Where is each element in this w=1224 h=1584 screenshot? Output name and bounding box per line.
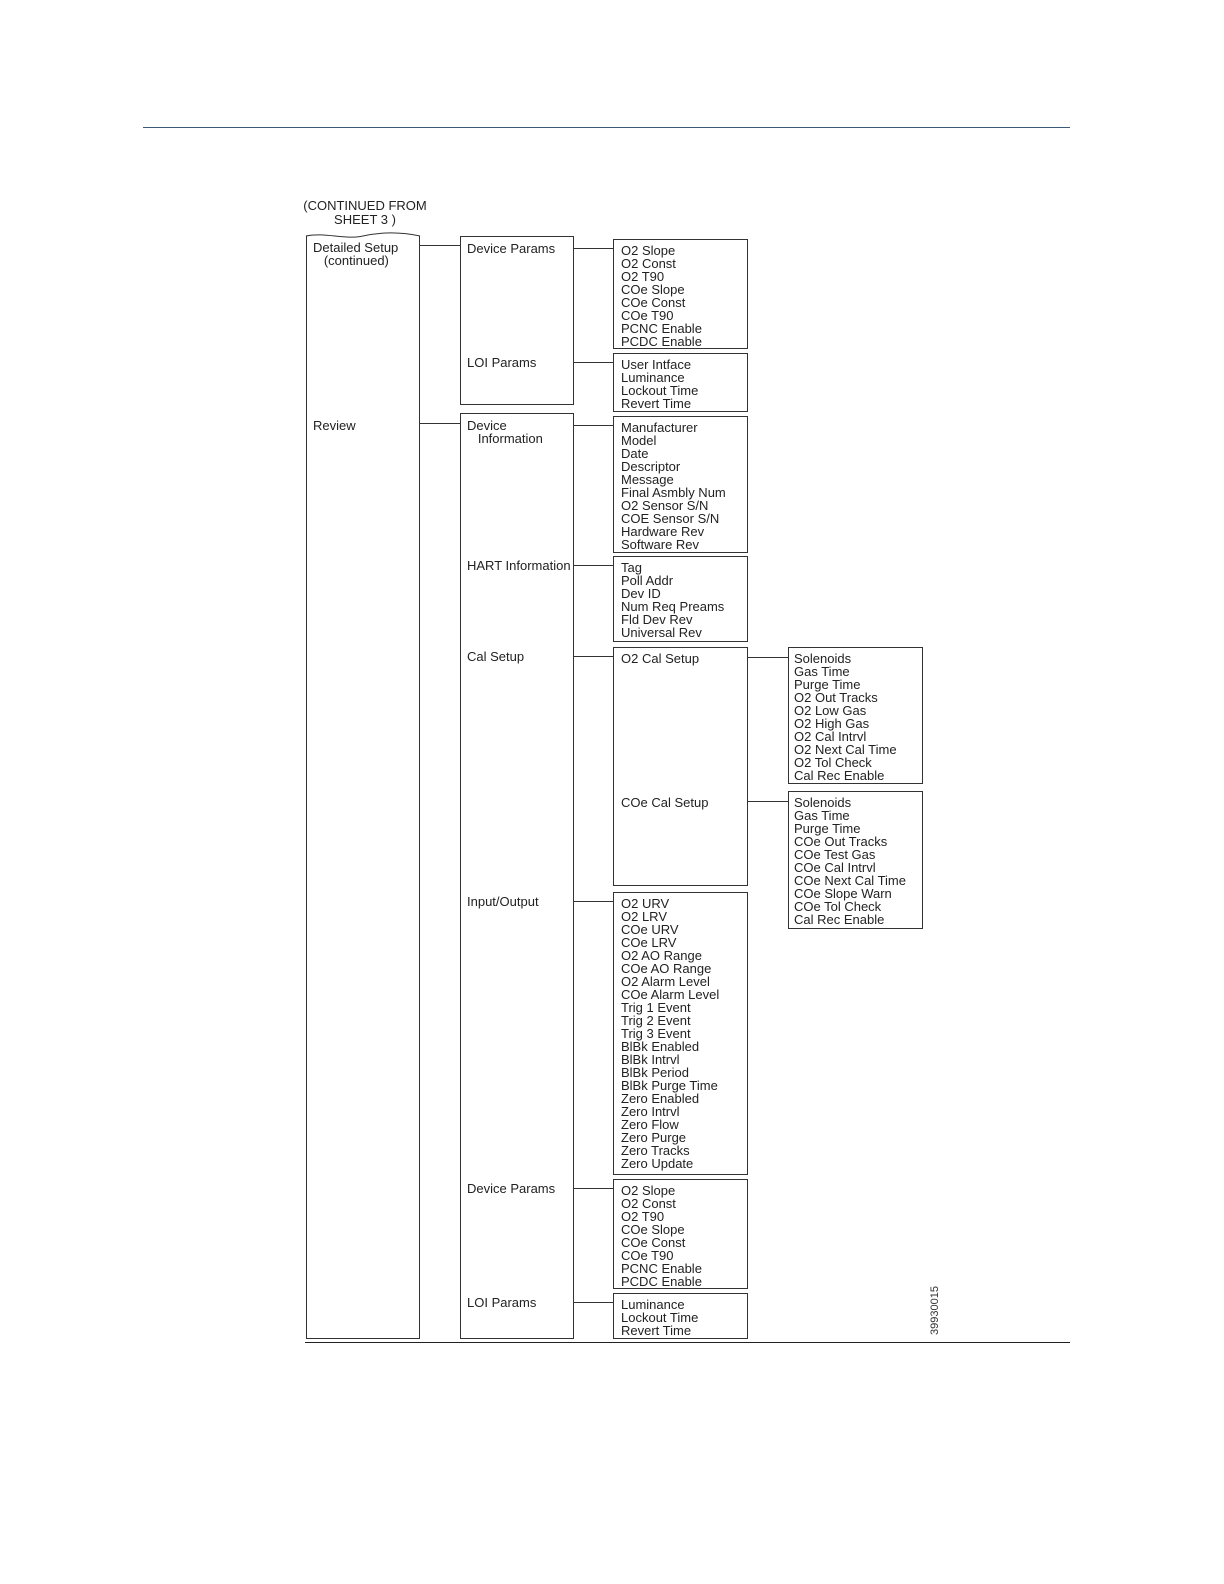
list-item: COe Test Gas: [794, 847, 876, 862]
list-item: Lockout Time: [621, 1310, 699, 1325]
input-output-list: [621, 897, 719, 1170]
list-item: O2 Const: [621, 1196, 676, 1211]
list-item: Trig 2 Event: [621, 1013, 691, 1028]
detailed-setup-review-box: [306, 236, 420, 1339]
list-item: Lockout Time: [621, 383, 699, 398]
device-params-1-list: [621, 244, 702, 348]
figure-id: 39930015: [929, 1286, 941, 1335]
list-item: Luminance: [621, 370, 685, 385]
list-item: Manufacturer: [621, 420, 698, 435]
list-item: O2 Alarm Level: [621, 974, 710, 989]
connector-loi-params-1: [574, 362, 614, 363]
list-item: O2 High Gas: [794, 716, 870, 731]
list-item: Zero Update: [621, 1156, 694, 1171]
list-item: Final Asmbly Num: [621, 485, 726, 500]
list-item: Purge Time: [794, 821, 861, 836]
list-item: BlBk Purge Time: [621, 1078, 718, 1093]
list-item: COe Out Tracks: [794, 834, 888, 849]
connector-input-output: [574, 901, 614, 902]
detailed-setup-label: Detailed Setup (continued): [313, 240, 399, 268]
list-item: Luminance: [621, 1297, 685, 1312]
list-item: O2 Out Tracks: [794, 690, 878, 705]
list-item: Revert Time: [621, 396, 692, 411]
hart-information-label: HART Information: [467, 558, 571, 573]
o2-cal-setup-label: O2 Cal Setup: [621, 651, 700, 666]
list-item: BlBk Period: [621, 1065, 689, 1080]
list-item: Universal Rev: [621, 625, 702, 640]
list-item: Model: [621, 433, 657, 448]
list-item: COe AO Range: [621, 961, 712, 976]
connector-o2-cal-setup: [748, 657, 789, 658]
device-params-2-list: [621, 1184, 702, 1288]
footer-rule: [305, 1342, 1070, 1343]
loi-params-1-list: [621, 358, 698, 410]
list-item: Software Rev: [621, 537, 700, 552]
list-item: Zero Intrvl: [621, 1104, 680, 1119]
list-item: COe Slope Warn: [794, 886, 892, 901]
list-item: Gas Time: [794, 664, 850, 679]
input-output-label: Input/Output: [467, 894, 539, 909]
connector-coe-cal-setup: [748, 801, 789, 802]
list-item: BlBk Enabled: [621, 1039, 700, 1054]
list-item: Descriptor: [621, 459, 681, 474]
list-item: O2 Tol Check: [794, 755, 872, 770]
list-item: O2 Const: [621, 256, 676, 271]
loi-params-2-list: [621, 1298, 698, 1337]
list-item: User Intface: [621, 357, 692, 372]
list-item: COe Slope: [621, 282, 685, 297]
list-item: Zero Purge: [621, 1130, 687, 1145]
review-submenu-box: [460, 413, 574, 1339]
connector-cal-setup: [574, 656, 614, 657]
list-item: O2 AO Range: [621, 948, 702, 963]
list-item: COe Alarm Level: [621, 987, 720, 1002]
connector-hart-information: [574, 565, 614, 566]
list-item: Dev ID: [621, 586, 661, 601]
cal-setup-label: Cal Setup: [467, 649, 525, 664]
hart-information-list: [621, 561, 724, 639]
list-item: COe Next Cal Time: [794, 873, 906, 888]
list-item: PCNC Enable: [621, 1261, 702, 1276]
list-item: O2 Sensor S/N: [621, 498, 709, 513]
list-item: Num Req Preams: [621, 599, 725, 614]
list-item: Solenoids: [794, 651, 852, 666]
header-rule: [143, 127, 1070, 128]
o2-cal-setup-list: [794, 652, 897, 782]
list-item: Tag: [621, 560, 642, 575]
list-item: O2 T90: [621, 1209, 665, 1224]
list-item: PCDC Enable: [621, 1274, 702, 1289]
loi-params-1-label: LOI Params: [467, 355, 537, 370]
list-item: O2 Slope: [621, 1183, 676, 1198]
list-item: O2 Next Cal Time: [794, 742, 897, 757]
list-item: COe Slope: [621, 1222, 685, 1237]
list-item: Gas Time: [794, 808, 850, 823]
list-item: Cal Rec Enable: [794, 768, 885, 783]
loi-params-2-label: LOI Params: [467, 1295, 537, 1310]
connector-detailed-setup: [420, 245, 460, 246]
list-item: Solenoids: [794, 795, 852, 810]
coe-cal-setup-label: COe Cal Setup: [621, 795, 709, 810]
list-item: COE Sensor S/N: [621, 511, 720, 526]
list-item: Message: [621, 472, 674, 487]
connector-loi-params-2: [574, 1302, 614, 1303]
list-item: Fld Dev Rev: [621, 612, 693, 627]
connector-device-params-2: [574, 1188, 614, 1189]
list-item: COe T90: [621, 308, 674, 323]
list-item: Trig 3 Event: [621, 1026, 691, 1041]
list-item: Revert Time: [621, 1323, 692, 1338]
list-item: Trig 1 Event: [621, 1000, 691, 1015]
list-item: PCNC Enable: [621, 321, 702, 336]
device-information-label: Device Information: [467, 418, 543, 446]
list-item: PCDC Enable: [621, 334, 702, 349]
list-item: Zero Tracks: [621, 1143, 690, 1158]
list-item: Zero Flow: [621, 1117, 679, 1132]
device-params-2-label: Device Params: [467, 1181, 556, 1196]
list-item: O2 Low Gas: [794, 703, 867, 718]
list-item: COe T90: [621, 1248, 674, 1263]
list-item: Cal Rec Enable: [794, 912, 885, 927]
list-item: Purge Time: [794, 677, 861, 692]
list-item: COe Const: [621, 1235, 686, 1250]
list-item: Zero Enabled: [621, 1091, 700, 1106]
connector-device-params-1: [574, 248, 614, 249]
detailed-setup-submenu-box: [460, 236, 574, 405]
cal-setup-box: [613, 647, 748, 886]
device-params-1-label: Device Params: [467, 241, 556, 256]
review-label: Review: [313, 418, 356, 433]
list-item: COe URV: [621, 922, 679, 937]
list-item: Date: [621, 446, 649, 461]
list-item: O2 Slope: [621, 243, 676, 258]
list-item: O2 LRV: [621, 909, 668, 924]
list-item: BlBk Intrvl: [621, 1052, 680, 1067]
list-item: COe Const: [621, 295, 686, 310]
list-item: O2 T90: [621, 269, 665, 284]
list-item: O2 Cal Intrvl: [794, 729, 867, 744]
list-item: COe LRV: [621, 935, 677, 950]
list-item: COe Tol Check: [794, 899, 882, 914]
connector-review: [420, 423, 460, 424]
device-information-list: [621, 421, 726, 551]
connector-device-information: [574, 425, 614, 426]
list-item: COe Cal Intrvl: [794, 860, 876, 875]
list-item: Hardware Rev: [621, 524, 705, 539]
continued-from-note: (CONTINUED FROM SHEET 3 ): [303, 198, 427, 227]
coe-cal-setup-list: [794, 796, 906, 926]
list-item: Poll Addr: [621, 573, 674, 588]
list-item: O2 URV: [621, 896, 670, 911]
